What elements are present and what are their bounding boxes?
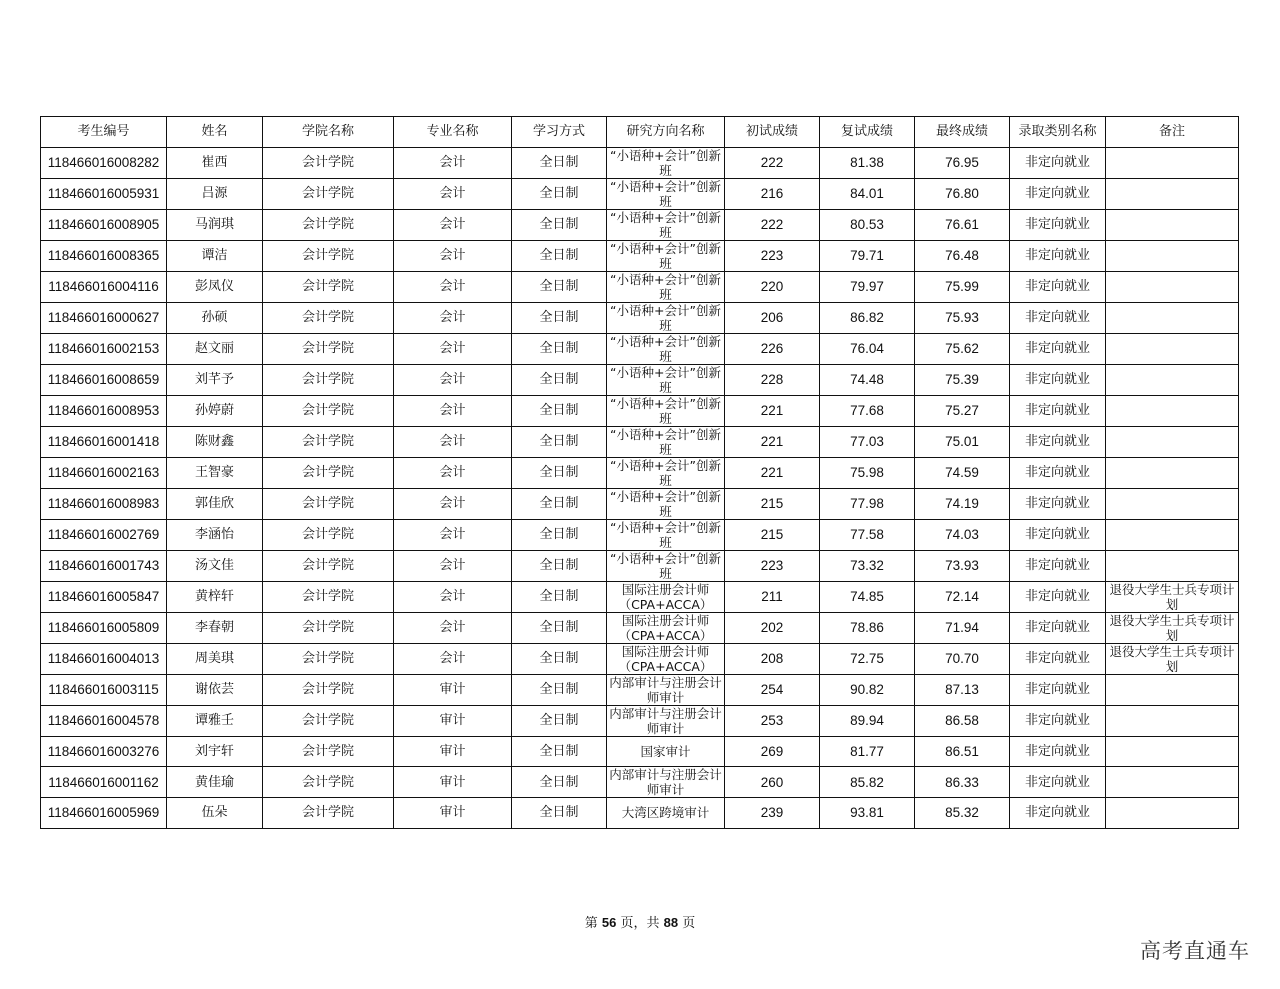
table-cell: 非定向就业 [1010, 147, 1106, 178]
table-row [41, 488, 1239, 519]
admission-table [40, 116, 1239, 829]
table-cell: 黄梓轩 [167, 581, 263, 612]
table-cell: 陈财鑫 [167, 426, 263, 457]
column-header: 学习方式 [512, 117, 607, 148]
table-cell: 75.39 [915, 364, 1010, 395]
table-cell: 77.58 [820, 519, 915, 550]
table-cell: 86.51 [915, 736, 1010, 767]
table-cell [1106, 147, 1239, 178]
table-cell: “小语种+会计”创新班 [607, 333, 725, 364]
table-cell: 孙硕 [167, 302, 263, 333]
table-cell: 大湾区跨境审计 [607, 798, 725, 829]
table-cell: 会计 [394, 550, 512, 581]
table-cell: 72.75 [820, 643, 915, 674]
table-cell [1106, 736, 1239, 767]
column-header: 最终成绩 [915, 117, 1010, 148]
table-cell: 全日制 [512, 488, 607, 519]
column-header: 专业名称 [394, 117, 512, 148]
table-cell: 86.33 [915, 767, 1010, 798]
table-cell: 会计 [394, 395, 512, 426]
table-cell: 非定向就业 [1010, 333, 1106, 364]
table-cell: 81.38 [820, 147, 915, 178]
table-row [41, 271, 1239, 302]
table-cell: 伍朵 [167, 798, 263, 829]
table-row [41, 767, 1239, 798]
table-cell: 118466016005969 [41, 798, 167, 829]
table-cell: 118466016008659 [41, 364, 167, 395]
table-cell: 会计 [394, 581, 512, 612]
table-cell: 75.93 [915, 302, 1010, 333]
table-cell: 全日制 [512, 674, 607, 705]
table-cell: 会计学院 [263, 333, 394, 364]
table-cell: 70.70 [915, 643, 1010, 674]
table-cell: 审计 [394, 674, 512, 705]
column-header: 初试成绩 [725, 117, 820, 148]
table-cell [1106, 798, 1239, 829]
table-cell: 228 [725, 364, 820, 395]
table-cell: “小语种+会计”创新班 [607, 302, 725, 333]
table-cell [1106, 426, 1239, 457]
table-cell: 118466016001743 [41, 550, 167, 581]
table-cell: 谭洁 [167, 240, 263, 271]
table-cell [1106, 488, 1239, 519]
table-cell: 孙婷蔚 [167, 395, 263, 426]
table-row [41, 519, 1239, 550]
table-cell: 非定向就业 [1010, 705, 1106, 736]
table-cell [1106, 302, 1239, 333]
table-cell: 全日制 [512, 643, 607, 674]
table-row [41, 147, 1239, 178]
table-cell: 全日制 [512, 798, 607, 829]
table-cell: 118466016001162 [41, 767, 167, 798]
table-cell: 222 [725, 209, 820, 240]
table-cell: 国家审计 [607, 736, 725, 767]
table-cell: 222 [725, 147, 820, 178]
table-cell: 254 [725, 674, 820, 705]
column-header: 录取类别名称 [1010, 117, 1106, 148]
table-cell: 211 [725, 581, 820, 612]
table-cell: 全日制 [512, 240, 607, 271]
table-cell: 221 [725, 426, 820, 457]
table-cell: 118466016000627 [41, 302, 167, 333]
table-cell: 79.71 [820, 240, 915, 271]
table-cell: 非定向就业 [1010, 271, 1106, 302]
table-cell: 239 [725, 798, 820, 829]
table-cell: “小语种+会计”创新班 [607, 457, 725, 488]
table-cell: 退役大学生士兵专项计划 [1106, 581, 1239, 612]
table-row [41, 798, 1239, 829]
table-cell: 221 [725, 457, 820, 488]
table-cell: 118466016002769 [41, 519, 167, 550]
table-cell [1106, 457, 1239, 488]
table-cell: 会计学院 [263, 364, 394, 395]
column-header: 姓名 [167, 117, 263, 148]
table-cell: 77.68 [820, 395, 915, 426]
table-cell: 76.61 [915, 209, 1010, 240]
table-row [41, 178, 1239, 209]
table-cell: 会计学院 [263, 612, 394, 643]
column-header: 考生编号 [41, 117, 167, 148]
table-cell: 非定向就业 [1010, 209, 1106, 240]
table-cell: “小语种+会计”创新班 [607, 426, 725, 457]
footer-total-pages: 88 [663, 915, 679, 930]
table-cell: 75.62 [915, 333, 1010, 364]
table-cell: 内部审计与注册会计师审计 [607, 767, 725, 798]
table-cell: 非定向就业 [1010, 736, 1106, 767]
table-cell: 国际注册会计师（CPA+ACCA） [607, 612, 725, 643]
table-cell: 会计学院 [263, 457, 394, 488]
page-footer [0, 912, 1280, 931]
table-cell: 81.77 [820, 736, 915, 767]
table-cell: 会计学院 [263, 147, 394, 178]
table-cell: 会计学院 [263, 736, 394, 767]
table-cell [1106, 271, 1239, 302]
table-cell [1106, 178, 1239, 209]
table-cell: 李春朝 [167, 612, 263, 643]
table-cell: 206 [725, 302, 820, 333]
table-cell: 审计 [394, 736, 512, 767]
table-cell: 223 [725, 550, 820, 581]
table-row [41, 581, 1239, 612]
table-cell: 郭佳欣 [167, 488, 263, 519]
table-cell: 全日制 [512, 147, 607, 178]
table-cell: 会计学院 [263, 767, 394, 798]
table-cell: 75.99 [915, 271, 1010, 302]
table-cell: 非定向就业 [1010, 767, 1106, 798]
table-cell: 118466016004013 [41, 643, 167, 674]
table-cell: 全日制 [512, 736, 607, 767]
table-cell: 会计学院 [263, 581, 394, 612]
table-cell: 非定向就业 [1010, 426, 1106, 457]
table-cell: 118466016008953 [41, 395, 167, 426]
table-cell: 全日制 [512, 333, 607, 364]
table-cell [1106, 674, 1239, 705]
table-cell: 76.48 [915, 240, 1010, 271]
table-cell: 215 [725, 488, 820, 519]
table-cell [1106, 209, 1239, 240]
table-row [41, 426, 1239, 457]
table-cell: 226 [725, 333, 820, 364]
table-cell [1106, 364, 1239, 395]
column-header: 备注 [1106, 117, 1239, 148]
table-cell: 会计学院 [263, 550, 394, 581]
table-cell: 221 [725, 395, 820, 426]
table-cell: 118466016002153 [41, 333, 167, 364]
table-header-row [41, 117, 1239, 148]
table-cell: 全日制 [512, 705, 607, 736]
table-cell: 会计学院 [263, 798, 394, 829]
table-cell: 退役大学生士兵专项计划 [1106, 643, 1239, 674]
table-cell: 会计 [394, 302, 512, 333]
column-header: 研究方向名称 [607, 117, 725, 148]
table-row [41, 550, 1239, 581]
table-cell: 86.82 [820, 302, 915, 333]
table-row [41, 457, 1239, 488]
table-cell: 非定向就业 [1010, 519, 1106, 550]
table-row [41, 705, 1239, 736]
table-cell: 会计学院 [263, 302, 394, 333]
table-cell: 118466016005931 [41, 178, 167, 209]
table-cell: 118466016002163 [41, 457, 167, 488]
table-cell: 76.95 [915, 147, 1010, 178]
table-cell: 78.86 [820, 612, 915, 643]
table-cell: 全日制 [512, 395, 607, 426]
table-cell: 118466016008282 [41, 147, 167, 178]
table-cell: 74.85 [820, 581, 915, 612]
table-cell: 会计学院 [263, 395, 394, 426]
table-cell: 会计学院 [263, 643, 394, 674]
table-cell: 84.01 [820, 178, 915, 209]
table-cell: 周美琪 [167, 643, 263, 674]
table-cell: 非定向就业 [1010, 457, 1106, 488]
table-cell [1106, 767, 1239, 798]
table-cell: 会计 [394, 271, 512, 302]
table-cell: 崔西 [167, 147, 263, 178]
table-cell: 会计 [394, 457, 512, 488]
table-cell: 彭凤仪 [167, 271, 263, 302]
table-cell: 118466016003276 [41, 736, 167, 767]
table-cell: 77.98 [820, 488, 915, 519]
table-cell: 国际注册会计师（CPA+ACCA） [607, 643, 725, 674]
table-cell: 93.81 [820, 798, 915, 829]
table-cell: 审计 [394, 798, 512, 829]
table-cell: 会计 [394, 364, 512, 395]
table-cell: 80.53 [820, 209, 915, 240]
table-cell: 全日制 [512, 271, 607, 302]
table-cell: 全日制 [512, 302, 607, 333]
table-cell: 国际注册会计师（CPA+ACCA） [607, 581, 725, 612]
table-cell: 86.58 [915, 705, 1010, 736]
table-cell: 90.82 [820, 674, 915, 705]
table-cell: 会计学院 [263, 674, 394, 705]
table-cell [1106, 395, 1239, 426]
table-cell: 非定向就业 [1010, 302, 1106, 333]
table-cell: 74.19 [915, 488, 1010, 519]
footer-suffix: 页 [678, 916, 696, 931]
table-cell [1106, 550, 1239, 581]
table-cell: 202 [725, 612, 820, 643]
table-cell: 会计 [394, 147, 512, 178]
table-cell: 马润琪 [167, 209, 263, 240]
column-header: 学院名称 [263, 117, 394, 148]
table-row [41, 674, 1239, 705]
table-cell: “小语种+会计”创新班 [607, 395, 725, 426]
table-row [41, 364, 1239, 395]
table-cell: 253 [725, 705, 820, 736]
table-cell: 谭雅壬 [167, 705, 263, 736]
table-cell: 刘芊予 [167, 364, 263, 395]
table-cell: 208 [725, 643, 820, 674]
table-cell: “小语种+会计”创新班 [607, 271, 725, 302]
table-cell: 118466016008983 [41, 488, 167, 519]
table-cell: 全日制 [512, 767, 607, 798]
table-cell: 85.82 [820, 767, 915, 798]
table-cell: 223 [725, 240, 820, 271]
table-cell: 73.32 [820, 550, 915, 581]
table-cell: 会计 [394, 488, 512, 519]
table-cell: 非定向就业 [1010, 488, 1106, 519]
table-cell: 非定向就业 [1010, 364, 1106, 395]
table-cell: 260 [725, 767, 820, 798]
table-cell: 215 [725, 519, 820, 550]
table-cell: 118466016004578 [41, 705, 167, 736]
table-cell: “小语种+会计”创新班 [607, 519, 725, 550]
table-cell: 内部审计与注册会计师审计 [607, 705, 725, 736]
table-cell: 会计 [394, 333, 512, 364]
table-cell: 汤文佳 [167, 550, 263, 581]
table-cell: 会计 [394, 519, 512, 550]
table-cell: 全日制 [512, 457, 607, 488]
table-cell: 非定向就业 [1010, 643, 1106, 674]
table-cell: “小语种+会计”创新班 [607, 240, 725, 271]
table-row [41, 333, 1239, 364]
table-cell: 谢依芸 [167, 674, 263, 705]
table-cell: 会计学院 [263, 488, 394, 519]
table-cell: 118466016008365 [41, 240, 167, 271]
table-row [41, 612, 1239, 643]
table-row [41, 240, 1239, 271]
table-cell [1106, 519, 1239, 550]
table-cell: 全日制 [512, 550, 607, 581]
table-cell: 216 [725, 178, 820, 209]
table-cell: “小语种+会计”创新班 [607, 488, 725, 519]
table-cell: 全日制 [512, 519, 607, 550]
table-cell: 220 [725, 271, 820, 302]
table-body [41, 147, 1239, 828]
table-row [41, 395, 1239, 426]
table-cell: 非定向就业 [1010, 395, 1106, 426]
table-cell: 非定向就业 [1010, 581, 1106, 612]
table-cell: 71.94 [915, 612, 1010, 643]
table-cell: 会计学院 [263, 209, 394, 240]
table-cell: 118466016008905 [41, 209, 167, 240]
table-cell: 全日制 [512, 209, 607, 240]
table-cell: 118466016005847 [41, 581, 167, 612]
table-cell: 全日制 [512, 581, 607, 612]
footer-prefix: 第 [584, 916, 602, 931]
table-cell: 会计 [394, 612, 512, 643]
table-cell: 内部审计与注册会计师审计 [607, 674, 725, 705]
table-cell [1106, 333, 1239, 364]
table-cell: 会计学院 [263, 240, 394, 271]
table-cell: 87.13 [915, 674, 1010, 705]
table-cell: “小语种+会计”创新班 [607, 147, 725, 178]
table-cell: 会计 [394, 209, 512, 240]
table-cell: 118466016003115 [41, 674, 167, 705]
table-cell: 79.97 [820, 271, 915, 302]
table-cell: 会计学院 [263, 271, 394, 302]
table-cell: 王智豪 [167, 457, 263, 488]
table-cell: 会计 [394, 178, 512, 209]
table-cell: 73.93 [915, 550, 1010, 581]
table-cell: 118466016005809 [41, 612, 167, 643]
table-cell: 76.04 [820, 333, 915, 364]
table-cell: 全日制 [512, 364, 607, 395]
table-cell: “小语种+会计”创新班 [607, 364, 725, 395]
table-cell: 全日制 [512, 612, 607, 643]
footer-middle: 页，共 [616, 916, 664, 931]
table-row [41, 736, 1239, 767]
table-row [41, 643, 1239, 674]
table-cell: 赵文丽 [167, 333, 263, 364]
table-cell: 非定向就业 [1010, 798, 1106, 829]
table-cell: “小语种+会计”创新班 [607, 209, 725, 240]
table-cell: 黄佳瑜 [167, 767, 263, 798]
watermark: 高考直通车 [1140, 939, 1250, 963]
table-cell: 76.80 [915, 178, 1010, 209]
table-cell: 72.14 [915, 581, 1010, 612]
table-cell: 会计学院 [263, 426, 394, 457]
table-cell: 会计 [394, 426, 512, 457]
table-cell: 审计 [394, 705, 512, 736]
table-cell: 审计 [394, 767, 512, 798]
table-cell: 吕源 [167, 178, 263, 209]
table-cell [1106, 240, 1239, 271]
table-cell: 会计学院 [263, 178, 394, 209]
table-cell: 非定向就业 [1010, 612, 1106, 643]
table-cell: 退役大学生士兵专项计划 [1106, 612, 1239, 643]
table-cell: 非定向就业 [1010, 240, 1106, 271]
table-cell: 75.27 [915, 395, 1010, 426]
table-cell: “小语种+会计”创新班 [607, 550, 725, 581]
column-header: 复试成绩 [820, 117, 915, 148]
table-cell [1106, 705, 1239, 736]
table-cell: 74.59 [915, 457, 1010, 488]
table-cell: 89.94 [820, 705, 915, 736]
table-cell: 李涵怡 [167, 519, 263, 550]
footer-page-number: 56 [601, 915, 617, 930]
table-cell: 会计 [394, 240, 512, 271]
table-cell: “小语种+会计”创新班 [607, 178, 725, 209]
table-cell: 118466016004116 [41, 271, 167, 302]
table-cell: 刘宇轩 [167, 736, 263, 767]
table-cell: 269 [725, 736, 820, 767]
table-cell: 全日制 [512, 426, 607, 457]
table-cell: 非定向就业 [1010, 674, 1106, 705]
table-cell: 75.01 [915, 426, 1010, 457]
table-cell: 会计学院 [263, 519, 394, 550]
table-cell: 非定向就业 [1010, 178, 1106, 209]
table-cell: 74.48 [820, 364, 915, 395]
table-cell: 85.32 [915, 798, 1010, 829]
table-cell: 非定向就业 [1010, 550, 1106, 581]
table-row [41, 209, 1239, 240]
table-cell: 全日制 [512, 178, 607, 209]
table-cell: 75.98 [820, 457, 915, 488]
table-cell: 74.03 [915, 519, 1010, 550]
table-cell: 会计学院 [263, 705, 394, 736]
table-cell: 会计 [394, 643, 512, 674]
table-cell: 77.03 [820, 426, 915, 457]
table-row [41, 302, 1239, 333]
table-cell: 118466016001418 [41, 426, 167, 457]
